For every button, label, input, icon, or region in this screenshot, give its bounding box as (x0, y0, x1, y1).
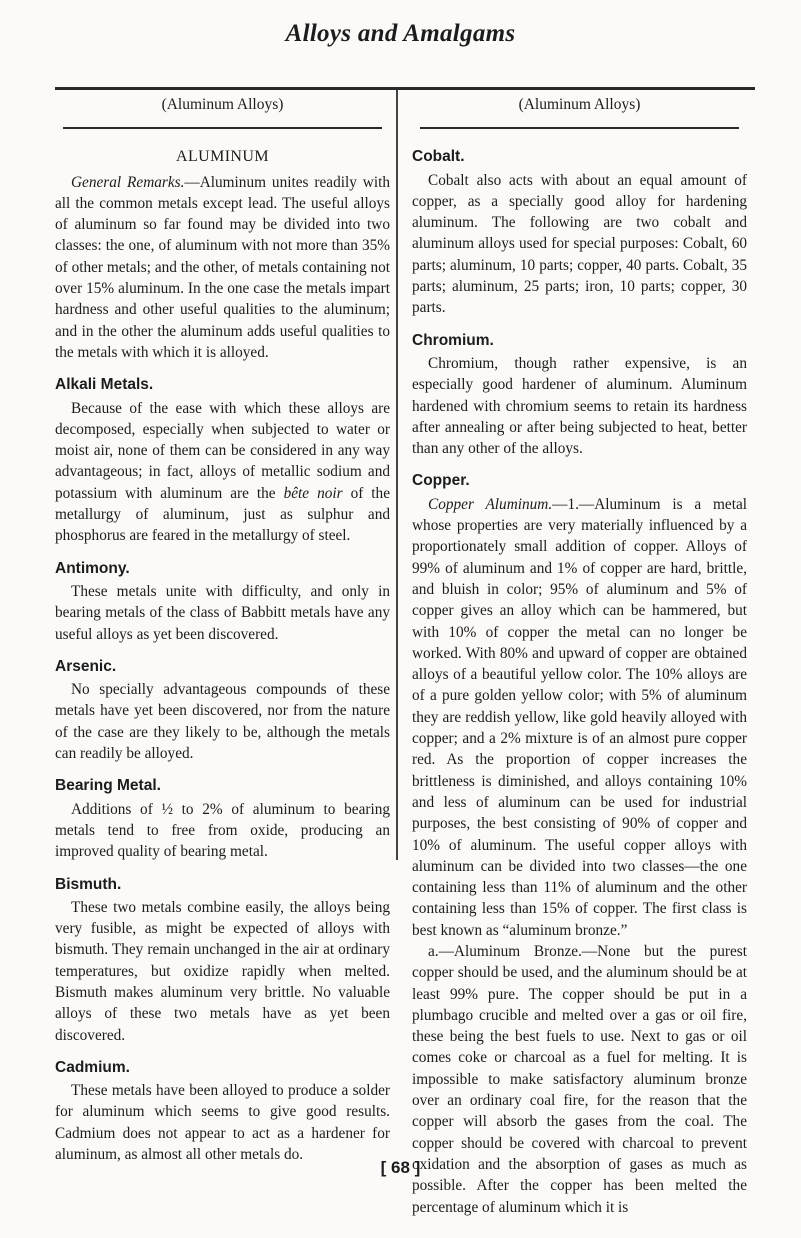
paragraph-copper-aluminum (412, 494, 747, 941)
paragraph-aluminum-bronze: a.—Aluminum Bronze.—None but the purest copper should be used, and the aluminum should be at least 99% pure. The copper should be put in a plumbago crucible and melted over a gas or oil fire, these being the best fuels to use. Next to gas or oil comes coke or charcoal as a fuel for melting. It is impossible to make satisfactory aluminum bronze over an ordinary coal fire, for the reason that the copper will absorb the gases from the coal. The copper should be covered with charcoal to prevent oxidation and the absorption of gases as much as possible. After the copper has been melted the percentage of aluminum which it is (412, 942, 747, 1216)
heading-cobalt: Cobalt. (412, 148, 465, 166)
heading-bismuth: Bismuth. (55, 875, 122, 893)
section-title-aluminum: ALUMINUM (176, 148, 269, 166)
heading-cadmium: Cadmium. (55, 1058, 130, 1076)
alkali-text-pre: Because of the ease with which these alloys are decomposed, especially when subjected to water or moist air, none of them can be considered in any way advantageous; in fact, alloys of metallic sodium and potassium with aluminum are the (55, 399, 390, 502)
paragraph-arsenic: No specially advantageous compounds of these metals have yet been discovered, nor from the nature of the case are they likely to be, although the metals can readily be alloyed. (55, 681, 390, 763)
left-column-label: (Aluminum Alloys) (161, 96, 284, 113)
general-remarks-lead: General Remarks. (71, 173, 185, 191)
heading-bearing-metal: Bearing Metal. (55, 777, 161, 795)
right-column-label: (Aluminum Alloys) (518, 96, 641, 113)
left-column-rule (63, 127, 382, 129)
left-column (55, 94, 390, 1165)
heading-chromium: Chromium. (412, 331, 494, 349)
paragraph-bearing-metal: Additions of ½ to 2% of aluminum to bearing metals tend to free from oxide, producing an improved quality of bearing metal. (55, 800, 390, 861)
paragraph-antimony: These metals unite with difficulty, and only in bearing metals of the class of Babbitt metals have any useful alloys as yet been discovered. (55, 582, 390, 643)
right-column-rule (420, 127, 739, 129)
heading-arsenic: Arsenic. (55, 657, 117, 675)
heading-copper: Copper. (412, 472, 470, 490)
running-header-title: Alloys and Amalgams (285, 20, 516, 47)
paragraph-cadmium: These metals have been alloyed to produce a solder for aluminum which seems to give good results. Cadmium does not appear to act as a hardener for aluminum, as almost all other metals do. (55, 1082, 390, 1164)
heading-alkali-metals: Alkali Metals. (55, 376, 154, 394)
column-divider (396, 90, 398, 860)
header-rule (55, 87, 755, 90)
alkali-text-emphasis: bête noir (283, 484, 343, 502)
alkali-text-post: of the metallurgy of aluminum, just as sulphur and phosphorus are feared in the metallurgy of steel. (55, 484, 390, 545)
copper-aluminum-lead: Copper Aluminum. (428, 495, 553, 513)
general-remarks-text: —Aluminum unites readily with all the common metals except lead. The useful alloys of aluminum so far found may be divided into two classes: the one, of aluminum with not more than 35% of other metals; and the other, of metals containing not over 15% aluminum. In the one case the metals impart hardness and other useful qualities to the aluminum; and in the other the aluminum adds useful qualities to the metals with which it is alloyed. (55, 173, 390, 361)
heading-antimony: Antimony. (55, 559, 130, 577)
right-column (412, 94, 747, 1218)
paragraph-alkali-metals (55, 398, 390, 547)
paragraph-cobalt: Cobalt also acts with about an equal amount of copper, as a specially good alloy for hardening aluminum. The following are two cobalt and aluminum alloys used for special purposes: Cobalt, 60 parts; aluminum, 10 parts; copper, 40 parts. Cobalt, 35 parts; aluminum, 25 parts; iron, 10 parts; copper, 30 parts. (412, 171, 747, 317)
paragraph-bismuth: These two metals combine easily, the alloys being very fusible, as might be expected of alloys with bismuth. They remain unchanged in the air at ordinary temperatures, but oxidize rapidly when melted. Bismuth makes aluminum very brittle. No valuable alloys of these two metals have as yet been discovered. (55, 898, 390, 1044)
paragraph-chromium: Chromium, though rather expensive, is an especially good hardener of aluminum. Aluminum hardened with chromium seems to retain its hardness after annealing or after being subjected to heat, better than any other of the alloys. (412, 354, 747, 458)
general-remarks-paragraph (55, 172, 390, 364)
copper-aluminum-text: —1.—Aluminum is a metal whose properties are very materially influenced by a proportionately small addition of copper. Alloys of 99% of aluminum and 1% of copper are hard, brittle, and bluish in color; 95% of aluminum and 5% of copper gives an alloy which can be hammered, but with 10% of copper the metal can no longer be worked. With 80% and upward of copper are obtained alloys of a beautiful yellow color. The 10% alloys are of a pure golden yellow color; with 5% of aluminum they are reddish yellow, like gold heavily alloyed with copper; and a 2% mixture is of an almost pure copper red. As the proportion of copper increases the brittleness is diminished, and alloys containing 10% and less of aluminum can be used for industrial purposes, the best consisting of 90% of copper and 10% of aluminum. The useful copper alloys with aluminum can be divided into two classes—the one containing less than 11% of aluminum and the other containing less than 15% of copper. The first class is best known as “aluminum bronze.” (412, 495, 747, 939)
page-number: [ 68 ] (380, 1158, 421, 1177)
